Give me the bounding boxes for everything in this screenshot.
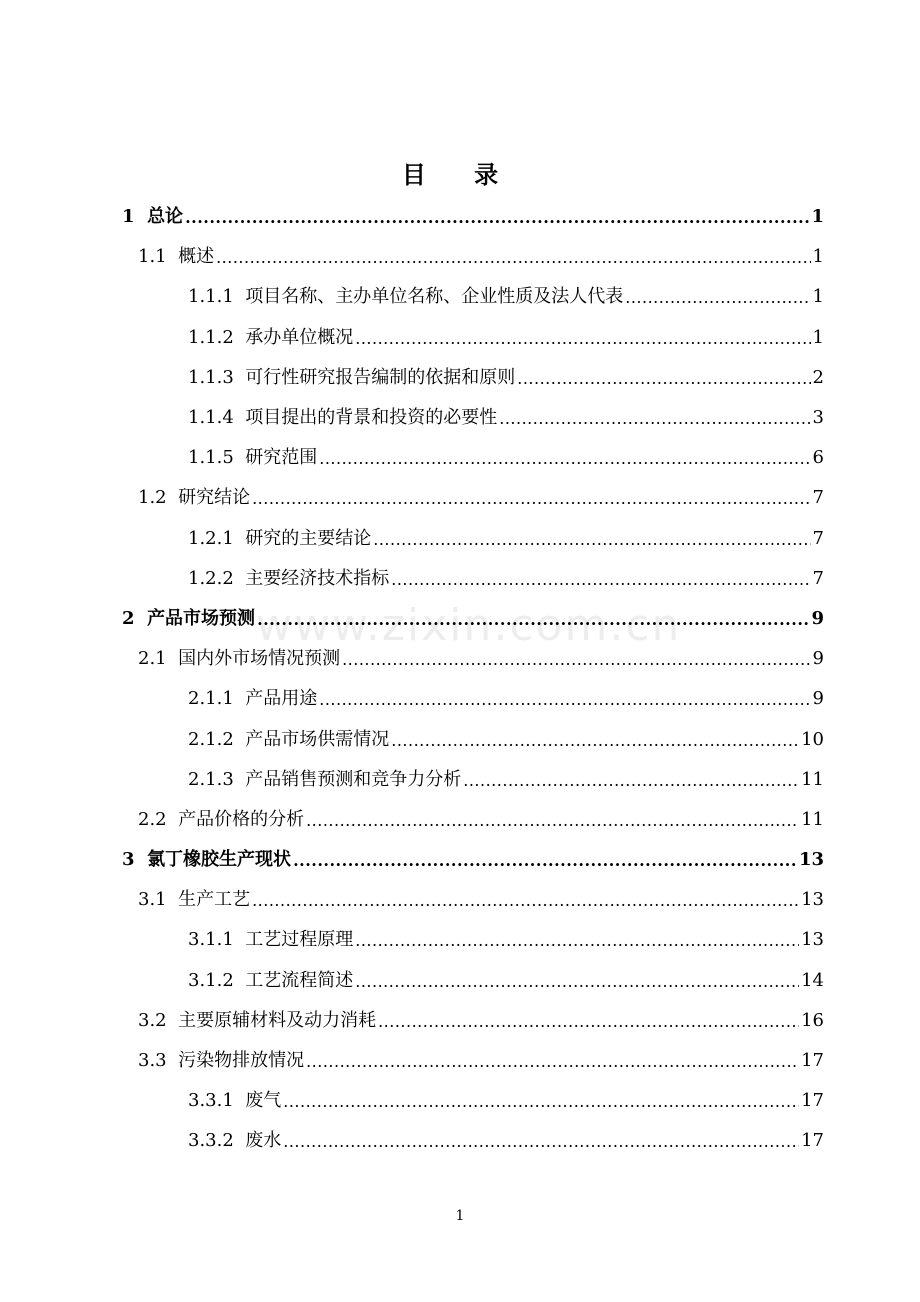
toc-title: 承办单位概况	[245, 326, 354, 348]
toc-title: 氯丁橡胶生产现状	[147, 849, 292, 871]
dot-leader	[306, 811, 799, 829]
toc-page: 11	[801, 808, 824, 830]
toc-title: 产品市场供需情况	[245, 728, 390, 750]
toc-page: 17	[801, 1130, 824, 1152]
toc-number: 2.1.3	[188, 768, 246, 790]
toc-entry[interactable]	[122, 277, 824, 317]
toc-title: 产品销售预测和竞争力分析	[245, 768, 462, 790]
toc-number: 1.1	[138, 246, 179, 268]
toc-entry[interactable]	[122, 197, 824, 237]
toc-title: 工艺流程简述	[245, 969, 354, 991]
toc-title: 废气	[245, 1090, 282, 1112]
toc-page: 14	[801, 969, 824, 991]
toc-title: 产品价格的分析	[178, 808, 305, 830]
dot-leader	[355, 329, 810, 347]
dot-leader	[625, 288, 810, 306]
toc-number: 3.3.2	[188, 1130, 246, 1152]
toc-entry[interactable]	[122, 800, 824, 840]
toc-title: 总论	[147, 206, 184, 228]
page-title: 目 录	[401, 160, 519, 189]
dot-leader	[319, 690, 810, 708]
toc-number: 3.3.1	[188, 1090, 246, 1112]
toc-number: 2.1.2	[188, 728, 246, 750]
dot-leader	[283, 1132, 799, 1150]
toc-page: 13	[798, 849, 824, 871]
toc-page: 9	[811, 607, 824, 629]
toc-page: 7	[812, 487, 824, 509]
dot-leader	[293, 851, 797, 869]
dot-leader	[342, 650, 810, 668]
toc-number: 3.3	[138, 1050, 179, 1072]
toc-page: 17	[801, 1050, 824, 1072]
toc-title: 生产工艺	[178, 889, 251, 911]
toc-page: 11	[801, 768, 824, 790]
toc-number: 2.1	[138, 648, 179, 670]
toc-page: 1	[811, 206, 824, 228]
toc-number: 1.1.2	[188, 326, 246, 348]
dot-leader	[517, 369, 810, 387]
toc-title: 研究结论	[178, 487, 251, 509]
toc-entry[interactable]	[122, 961, 824, 1001]
dot-leader	[252, 489, 810, 507]
toc-number: 3.2	[138, 1009, 179, 1031]
toc-page: 13	[801, 929, 824, 951]
toc-entry[interactable]	[122, 318, 824, 358]
dot-leader	[391, 731, 799, 749]
toc-page: 3	[812, 407, 824, 429]
toc-title: 概述	[178, 246, 215, 268]
toc-entry[interactable]	[122, 840, 824, 880]
table-of-contents	[122, 197, 824, 1162]
dot-leader	[463, 771, 799, 789]
dot-leader	[185, 208, 809, 226]
toc-title: 产品市场预测	[147, 607, 256, 629]
toc-page: 17	[801, 1090, 824, 1112]
toc-number: 3.1	[138, 889, 179, 911]
toc-number: 1.2.2	[188, 567, 246, 589]
toc-page: 16	[801, 1009, 824, 1031]
page-number: 1	[455, 1208, 465, 1224]
toc-page: 13	[801, 889, 824, 911]
toc-entry[interactable]	[122, 1001, 824, 1041]
watermark-text: www.zixin.com.cn	[256, 600, 682, 651]
dot-leader	[499, 409, 810, 427]
dot-leader	[319, 449, 810, 467]
toc-title: 主要经济技术指标	[245, 567, 390, 589]
dot-leader	[391, 570, 810, 588]
toc-entry[interactable]	[122, 920, 824, 960]
toc-entry[interactable]	[122, 519, 824, 559]
toc-number: 3	[122, 849, 148, 871]
toc-title: 研究范围	[245, 447, 318, 469]
toc-page: 9	[812, 648, 824, 670]
toc-title: 主要原辅材料及动力消耗	[178, 1009, 377, 1031]
toc-entry[interactable]	[122, 1081, 824, 1121]
toc-title: 国内外市场情况预测	[178, 648, 341, 670]
toc-title: 研究的主要结论	[245, 527, 372, 549]
toc-entry[interactable]	[122, 398, 824, 438]
toc-number: 1.1.3	[188, 366, 246, 388]
toc-page: 1	[812, 326, 824, 348]
toc-number: 2.2	[138, 808, 179, 830]
toc-entry[interactable]	[122, 358, 824, 398]
toc-entry[interactable]	[122, 719, 824, 759]
dot-leader	[306, 1052, 799, 1070]
toc-entry[interactable]	[122, 1041, 824, 1081]
toc-number: 1.1.1	[188, 286, 246, 308]
dot-leader	[216, 248, 810, 266]
toc-entry[interactable]	[122, 1121, 824, 1161]
toc-page: 9	[812, 688, 824, 710]
toc-page: 10	[801, 728, 824, 750]
toc-number: 3.1.1	[188, 929, 246, 951]
toc-entry[interactable]	[122, 559, 824, 599]
toc-title: 污染物排放情况	[178, 1050, 305, 1072]
toc-title: 项目提出的背景和投资的必要性	[245, 407, 498, 429]
toc-title: 可行性研究报告编制的依据和原则	[245, 366, 516, 388]
toc-number: 1.1.4	[188, 407, 246, 429]
toc-number: 2	[122, 607, 148, 629]
toc-page: 1	[812, 286, 824, 308]
dot-leader	[373, 530, 810, 548]
toc-page: 1	[812, 246, 824, 268]
toc-entry[interactable]	[122, 438, 824, 478]
toc-page: 2	[812, 366, 824, 388]
toc-title: 项目名称、主办单位名称、企业性质及法人代表	[245, 286, 624, 308]
dot-leader	[252, 891, 799, 909]
toc-title: 工艺过程原理	[245, 929, 354, 951]
toc-title: 产品用途	[245, 688, 318, 710]
toc-page: 7	[812, 527, 824, 549]
toc-entry[interactable]	[122, 237, 824, 277]
toc-entry[interactable]	[122, 478, 824, 518]
toc-entry[interactable]	[122, 760, 824, 800]
toc-number: 2.1.1	[188, 688, 246, 710]
toc-entry[interactable]	[122, 679, 824, 719]
toc-number: 1	[122, 206, 148, 228]
toc-number: 1.1.5	[188, 447, 246, 469]
toc-number: 1.2	[138, 487, 179, 509]
toc-entry[interactable]	[122, 880, 824, 920]
dot-leader	[283, 1092, 799, 1110]
dot-leader	[355, 931, 799, 949]
toc-number: 3.1.2	[188, 969, 246, 991]
dot-leader	[355, 972, 799, 990]
toc-number: 1.2.1	[188, 527, 246, 549]
toc-page: 6	[812, 447, 824, 469]
dot-leader	[378, 1012, 799, 1030]
toc-page: 7	[812, 567, 824, 589]
toc-title: 废水	[245, 1130, 282, 1152]
